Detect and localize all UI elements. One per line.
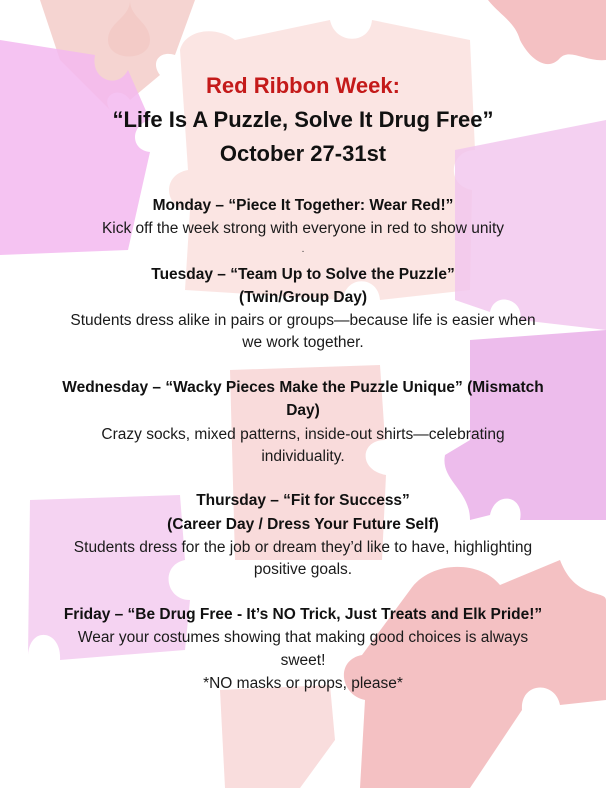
wednesday-description-line1: Crazy socks, mixed patterns, inside-out shirts—celebrating — [101, 426, 505, 443]
tuesday-description-line2: we work together. — [242, 334, 364, 351]
monday-heading: Monday – “Piece It Together: Wear Red!” — [152, 197, 454, 214]
wednesday-heading: Wednesday – “Wacky Pieces Make the Puzzle Unique” (Mismatch — [62, 379, 544, 396]
event-dates: October 27-31st — [219, 141, 387, 166]
thursday-subheading: (Career Day / Dress Your Future Self) — [167, 516, 439, 533]
event-title: Red Ribbon Week: — [206, 73, 400, 98]
wednesday-heading-cont: Day) — [286, 402, 320, 419]
wednesday-description-line2: individuality. — [261, 448, 345, 465]
friday-description-line1: Wear your costumes showing that making good choices is always — [77, 629, 529, 646]
thursday-description-line2: positive goals. — [253, 561, 353, 578]
monday-stray-period: . — [301, 244, 305, 255]
thursday-heading: Thursday – “Fit for Success” — [196, 492, 410, 509]
friday-description-line2: sweet! — [280, 652, 326, 669]
tuesday-subheading: (Twin/Group Day) — [238, 289, 367, 306]
friday-note: *NO masks or props, please* — [203, 675, 403, 692]
friday-heading: Friday – “Be Drug Free - It’s NO Trick, Just Treats and Elk Pride!” — [63, 606, 543, 623]
thursday-description-line1: Students dress for the job or dream they’d like to have, highlighting — [73, 539, 533, 556]
tuesday-heading: Tuesday – “Team Up to Solve the Puzzle” — [151, 266, 455, 283]
tuesday-description-line1: Students dress alike in pairs or groups—because life is easier when — [70, 312, 536, 329]
event-theme: “Life Is A Puzzle, Solve It Drug Free” — [112, 107, 494, 132]
monday-description: Kick off the week strong with everyone in red to show unity — [101, 220, 505, 237]
